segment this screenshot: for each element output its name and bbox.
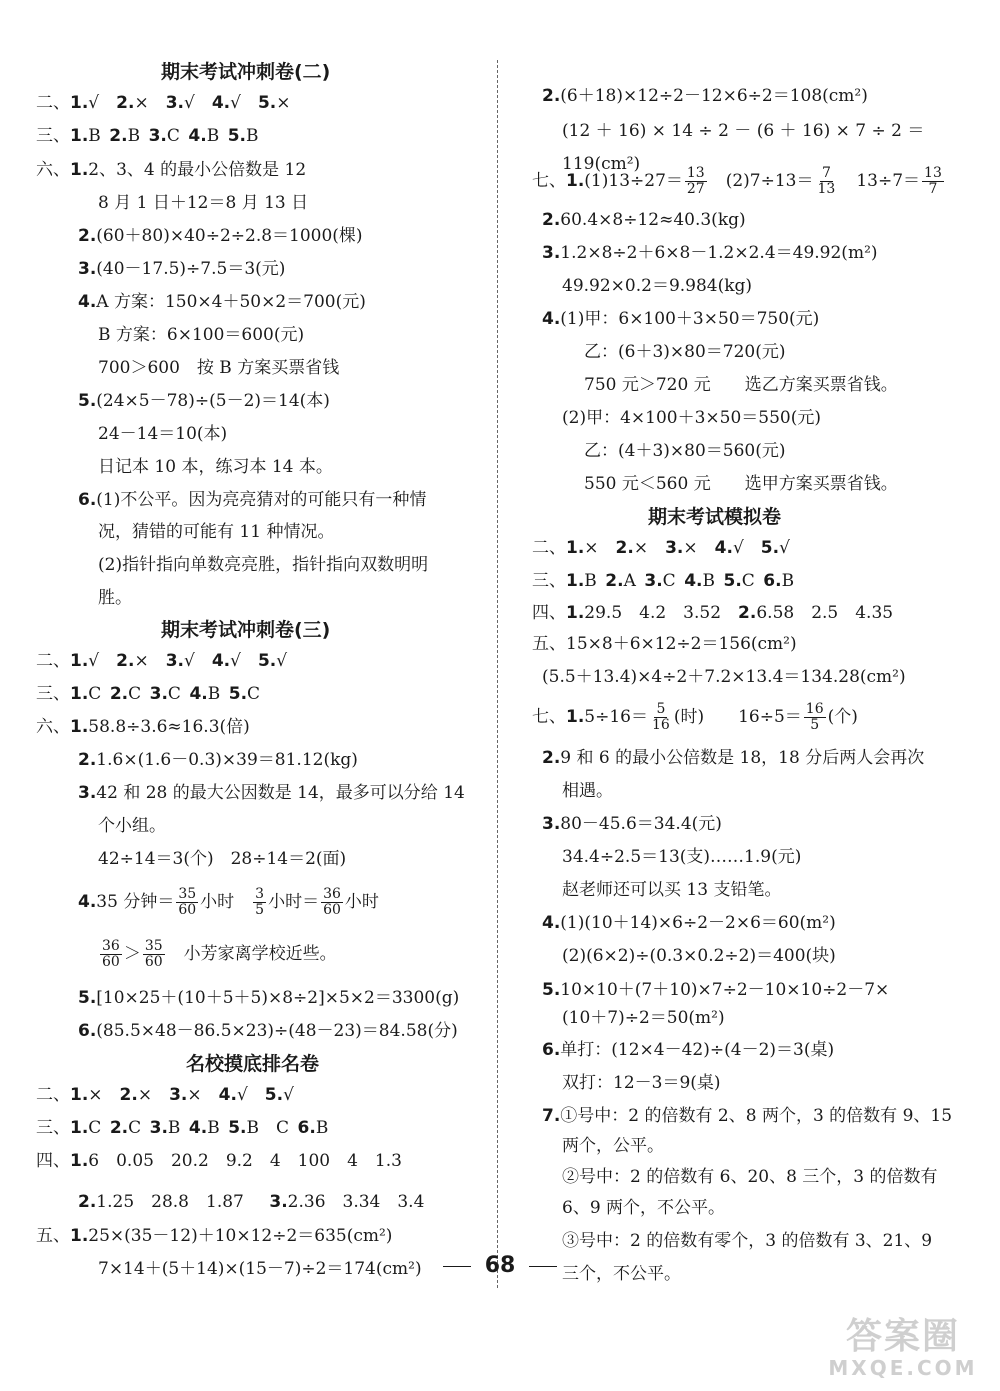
- answer-line: (2)甲：4×100＋3×50＝550(元): [562, 408, 821, 428]
- answer-line: (2)(6×2)÷(0.3×0.2÷2)＝400(块): [562, 946, 836, 966]
- section-title-chongci-3: 期末考试冲刺卷(三): [161, 619, 331, 641]
- answer-line: 个小组。: [98, 816, 166, 836]
- answer-line: 双打：12－3＝9(桌): [562, 1073, 721, 1093]
- answer-line: (5.5＋13.4)×4÷2＋7.2×13.4＝134.28(cm²): [542, 667, 906, 687]
- answer-line: 4.A 方案：150×4＋50×2＝700(元): [78, 292, 366, 312]
- answer-line: 胜。: [98, 588, 132, 608]
- fraction: $\frac{5}{16}$: [652, 701, 670, 733]
- answer-line: 三、1.C 2.C 3.B 4.B 5.B C 6.B: [36, 1118, 329, 1138]
- answer-line: 750 元＞720 元 选乙方案买票省钱。: [584, 375, 898, 395]
- answer-line: (10＋7)÷2＝50(m²): [562, 1008, 725, 1028]
- answer-line: B 方案：6×100＝600(元): [98, 325, 305, 345]
- answer-line: 3.1.2×8÷2＋6×8－1.2×2.4＝49.92(m²): [542, 243, 878, 263]
- section-title-moni: 期末考试模拟卷: [648, 506, 782, 528]
- answer-line: 700＞600 按 B 方案买票省钱: [98, 358, 340, 378]
- answer-line: 五、15×8＋6×12÷2＝156(cm²): [532, 634, 797, 654]
- answer-line: 5.10×10＋(7＋10)×7÷2－10×10÷2－7×: [542, 980, 890, 1000]
- answer-line: 乙：(6＋3)×80＝720(元): [584, 342, 786, 362]
- answer-line: 2.(60＋80)×40÷2÷2.8＝1000(棵): [78, 226, 363, 246]
- fraction: $\frac{35}{60}$: [178, 886, 197, 918]
- answer-line: 3.80－45.6＝34.4(元): [542, 814, 722, 834]
- answer-line: 五、1.25×(35－12)＋10×12÷2＝635(cm²): [36, 1226, 393, 1246]
- answer-line: 2.1.25 28.8 1.87 3.2.36 3.34 3.4: [78, 1192, 425, 1212]
- answer-line: 赵老师还可以买 13 支铅笔。: [562, 880, 782, 900]
- fraction: $\frac{7}{13}$: [817, 165, 836, 197]
- answer-line: 两个，公平。: [562, 1136, 664, 1156]
- answer-line: 2.1.6×(1.6－0.3)×39＝81.12(kg): [78, 750, 358, 770]
- answer-line: 七、1.5÷16＝ $\frac{5}{16}$ (时) 16÷5＝ $\frac{16}{5}$ (个): [532, 701, 858, 733]
- answer-line: 相遇。: [562, 781, 613, 801]
- answer-line: 4.(1)甲：6×100＋3×50＝750(元): [542, 309, 820, 329]
- answer-line: 550 元＜560 元 选甲方案买票省钱。: [584, 474, 898, 494]
- answer-line: (2)指针指向单数亮亮胜，指针指向双数明明: [98, 555, 429, 575]
- watermark-title: 答案圈: [845, 1316, 960, 1357]
- section-title-chongci-2: 期末考试冲刺卷(二): [161, 61, 331, 83]
- fraction: $\frac{13}{7}$: [924, 165, 942, 197]
- answer-line: 6、9 两个，不公平。: [562, 1198, 726, 1218]
- answer-line: $\frac{36}{60}$ ＞ $\frac{35}{60}$ 小芳家离学校近些。: [102, 938, 337, 970]
- answer-line: 5.[10×25＋(10＋5＋5)×8÷2]×5×2＝3300(g): [78, 988, 460, 1008]
- answer-line: 二、1.√ 2.× 3.√ 4.√ 5.×: [36, 93, 291, 113]
- answer-line: 三个，不公平。: [562, 1264, 681, 1284]
- answer-line: 四、1.6 0.05 20.2 9.2 4 100 4 1.3: [36, 1151, 402, 1171]
- answer-line: 3.(40－17.5)÷7.5＝3(元): [78, 259, 286, 279]
- answer-line: 7×14＋(5＋14)×(15－7)÷2＝174(cm²): [98, 1259, 422, 1279]
- dash-left: [443, 1266, 471, 1267]
- fraction: $\frac{13}{27}$: [686, 165, 705, 197]
- answer-line: 6.(1)不公平。因为亮亮猜对的可能只有一种情: [78, 490, 427, 510]
- answer-line: 三、1.B 2.A 3.C 4.B 5.C 6.B: [532, 571, 795, 591]
- answer-line: 六、1.2、3、4 的最小公倍数是 12: [36, 160, 307, 180]
- fraction: $\frac{36}{60}$: [102, 938, 120, 970]
- fraction: $\frac{36}{60}$: [323, 886, 341, 918]
- fraction: $\frac{3}{5}$: [255, 886, 265, 918]
- answer-line: 4.(1)(10＋14)×6÷2－2×6＝60(m²): [542, 913, 836, 933]
- answer-line: 5.(24×5－78)÷(5－2)＝14(本): [78, 391, 330, 411]
- answer-line: 况，猜错的可能有 11 种情况。: [98, 522, 335, 542]
- answer-line: 三、1.B 2.B 3.C 4.B 5.B: [36, 126, 259, 146]
- answer-line: 2.60.4×8÷12≈40.3(kg): [542, 210, 746, 230]
- watermark-url: MXQE.COM: [828, 1356, 978, 1380]
- watermark: [828, 1317, 978, 1379]
- answer-line: 7.①号中：2 的倍数有 2、8 两个，3 的倍数有 9、15: [542, 1106, 953, 1126]
- answer-line: 3.42 和 28 的最大公因数是 14，最多可以分给 14: [78, 783, 465, 803]
- answer-line: ③号中：2 的倍数有零个，3 的倍数有 3、21、9: [562, 1231, 933, 1251]
- dash-right: [529, 1266, 557, 1267]
- answer-line: 四、1.29.5 4.2 3.52 2.6.58 2.5 4.35: [532, 603, 894, 623]
- answer-line: 8 月 1 日＋12＝8 月 13 日: [98, 193, 309, 213]
- fraction: $\frac{35}{60}$: [144, 938, 163, 970]
- answer-line: 119(cm²): [562, 154, 641, 174]
- answer-line: 2.9 和 6 的最小公倍数是 18，18 分后两人会再次: [542, 748, 925, 768]
- answer-line: 三、1.C 2.C 3.C 4.B 5.C: [36, 684, 261, 704]
- page-number: 68: [0, 1253, 1000, 1278]
- answer-line: 42÷14＝3(个) 28÷14＝2(面): [98, 849, 347, 869]
- section-title-mingxiao: 名校摸底排名卷: [186, 1053, 320, 1075]
- answer-line: 二、1.× 2.× 3.× 4.√ 5.√: [36, 1085, 294, 1105]
- answer-line: 6.(85.5×48－86.5×23)÷(48－23)＝84.58(分): [78, 1021, 458, 1041]
- answer-line: 日记本 10 本，练习本 14 本。: [98, 457, 333, 477]
- answer-line: 乙：(4＋3)×80＝560(元): [584, 441, 786, 461]
- answer-line: 七、1.(1)13÷27＝ $\frac{13}{27}$ (2)7÷13＝ $\frac{7}{13}$ 13÷7＝ $\frac{13}{7}$: [532, 165, 942, 197]
- answer-line: 24－14＝10(本): [98, 424, 228, 444]
- answer-line: 6.单打：(12×4－42)÷(4－2)＝3(桌): [542, 1040, 835, 1060]
- fraction: $\frac{16}{5}$: [805, 701, 824, 733]
- answer-line: 二、1.× 2.× 3.× 4.√ 5.√: [532, 538, 790, 558]
- answer-line: ②号中：2 的倍数有 6、20、8 三个，3 的倍数有: [562, 1167, 938, 1187]
- answer-line: 2.(6＋18)×12÷2－12×6÷2＝108(cm²): [542, 86, 868, 106]
- answer-line: (12 ＋ 16) × 14 ÷ 2 － (6 ＋ 16) × 7 ÷ 2 ＝: [562, 121, 925, 141]
- answer-line: 34.4÷2.5＝13(支)……1.9(元): [562, 847, 802, 867]
- answer-line: 4.35 分钟＝ $\frac{35}{60}$ 小时 $\frac{3}{5}$ 小时＝ $\frac{36}{60}$ 小时: [78, 886, 379, 918]
- answer-line: 六、1.58.8÷3.6≈16.3(倍): [36, 717, 250, 737]
- answer-line: 二、1.√ 2.× 3.√ 4.√ 5.√: [36, 651, 288, 671]
- answer-line: 49.92×0.2＝9.984(kg): [562, 276, 753, 296]
- column-divider: [497, 60, 498, 1288]
